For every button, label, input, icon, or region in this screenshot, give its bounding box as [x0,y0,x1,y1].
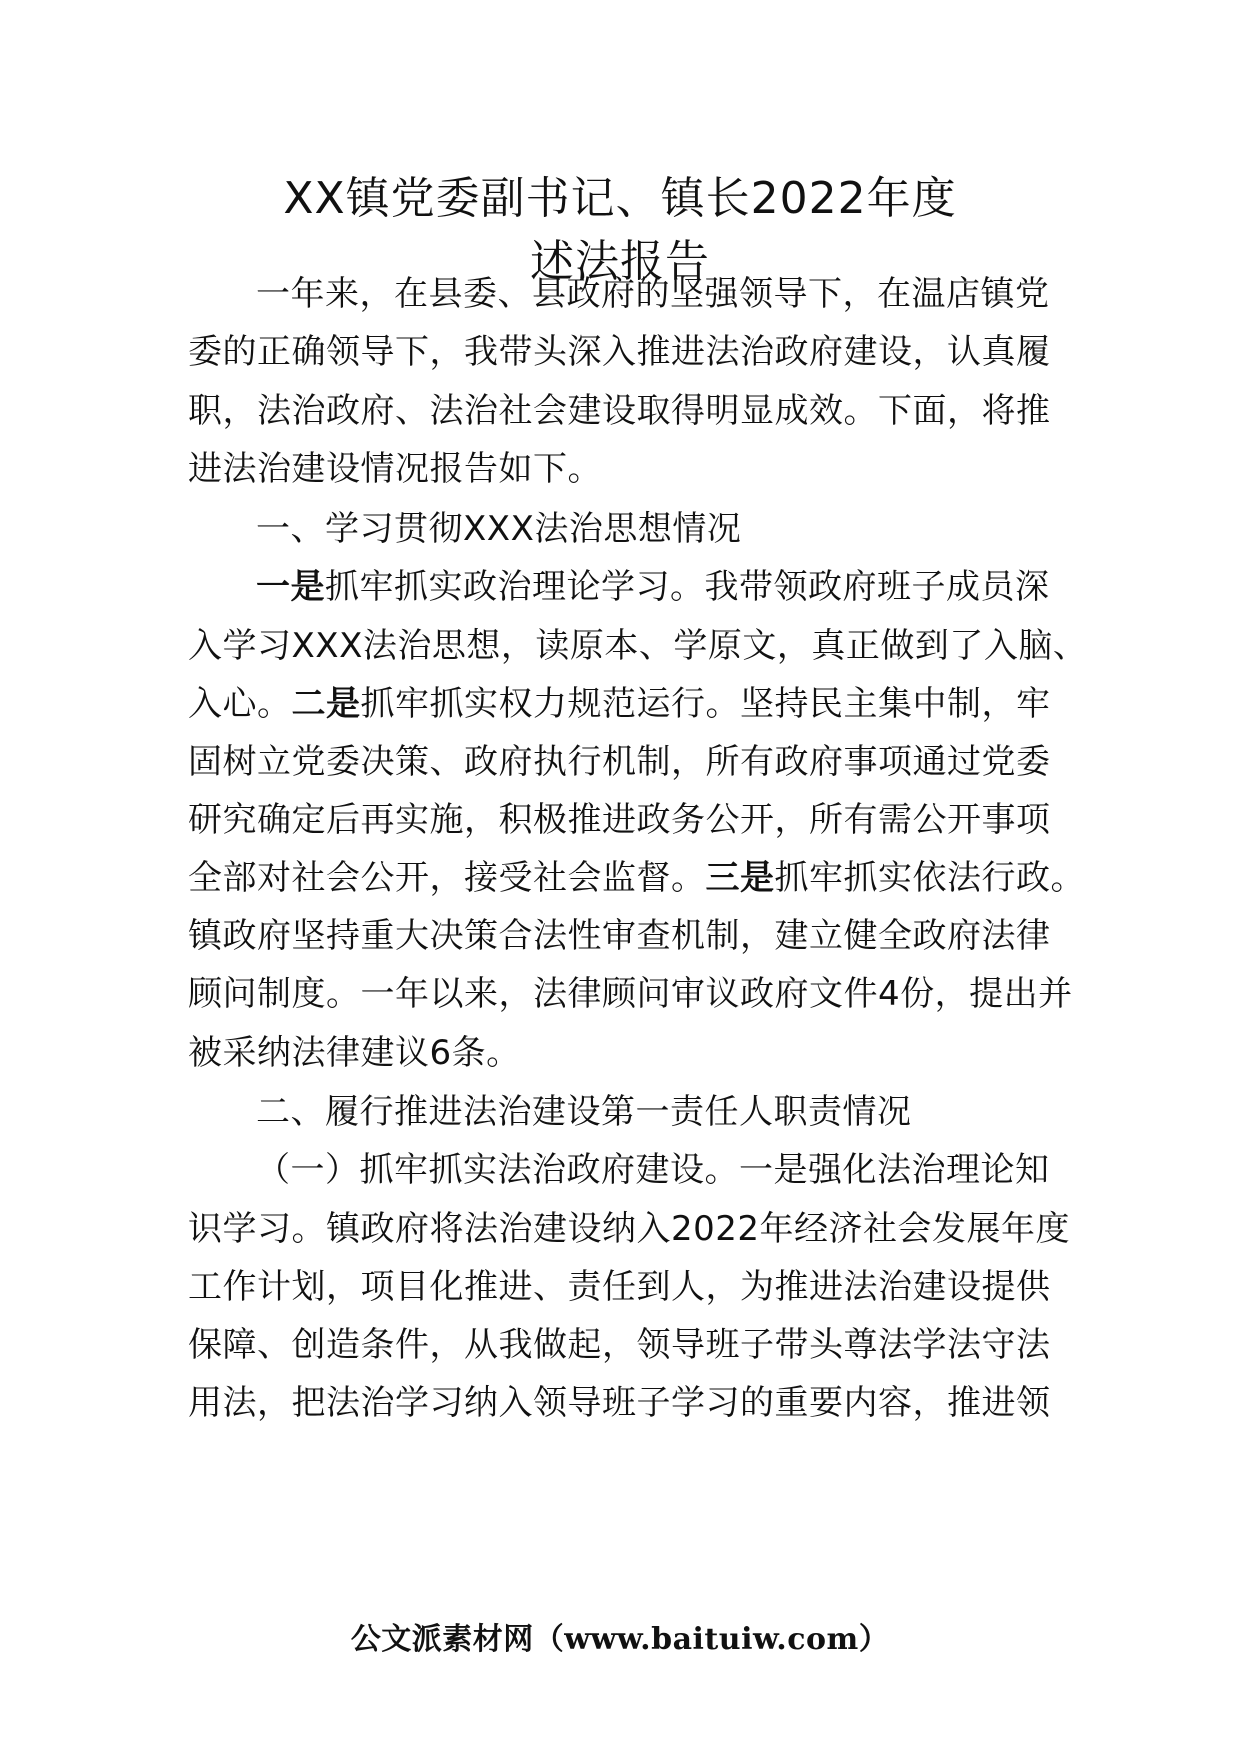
line-text: 一、学习贯彻XXX法治思想情况 [256,509,742,549]
paragraph-line [188,856,1085,900]
line-text: 抓牢抓实政治理论学习。我带领政府班子成员深 [325,567,1050,607]
paragraph-line [256,1148,1136,1192]
bold-lead-text: 二是 [291,684,361,724]
line-text: 抓牢抓实依法行政。 [774,858,1085,898]
paragraph-line [256,1090,1136,1134]
paragraph-line [256,507,1136,551]
paragraph-line [188,1323,1068,1367]
line-text: 识学习。镇政府将法治建设纳入2022年经济社会发展年度 [188,1209,1071,1249]
line-text: 工作计划，项目化推进、责任到人，为推进法治建设提供 [188,1267,1051,1307]
paragraph-line [188,1381,1068,1425]
line-text: 全部对社会公开，接受社会监督。 [188,858,706,898]
paragraph-line [188,1265,1068,1309]
paragraph-line [256,272,1136,316]
line-text: 入学习XXX法治思想，读原本、学原文，真正做到了入脑、 [188,626,1088,666]
bold-lead-text: 一是 [256,567,325,607]
paragraph-line [188,740,1068,784]
line-text: 顾问制度。一年以来，法律顾问审议政府文件4份，提出并 [188,974,1073,1014]
line-text: （一）抓牢抓实法治政府建设。一是强化法治理论知 [256,1150,1050,1190]
line-text: 委的正确领导下，我带头深入推进法治政府建设，认真履 [188,332,1051,372]
line-text: 镇政府坚持重大决策合法性审查机制，建立健全政府法律 [188,916,1051,956]
line-text: 固树立党委决策、政府执行机制，所有政府事项通过党委 [188,742,1051,782]
line-text: 职，法治政府、法治社会建设取得明显成效。下面，将推 [188,391,1051,431]
paragraph-line [188,1207,1071,1251]
paragraph-line [256,565,1136,609]
line-text: 保障、创造条件，从我做起，领导班子带头尊法学法守法 [188,1325,1051,1365]
paragraph-line [188,447,1068,491]
paragraph-line [188,682,1068,726]
document-title-line2: 述法报告 [530,236,710,287]
bold-lead-text: 三是 [705,858,775,898]
paragraph-line [188,330,1068,374]
line-text: 用法，把法治学习纳入领导班子学习的重要内容，推进领 [188,1383,1051,1423]
paragraph-line [188,972,1073,1016]
paragraph-line [188,624,1088,668]
line-text: 一年来，在县委、县政府的坚强领导下，在温店镇党 [256,274,1050,314]
paragraph-line [188,1031,1068,1075]
paragraph-line [188,798,1068,842]
line-text: 研究确定后再实施，积极推进政务公开，所有需公开事项 [188,800,1051,840]
watermark-footer: 公文派素材网（www.baituiw.com） [350,1622,890,1657]
line-text: 入心。 [188,684,292,724]
line-text: 二、履行推进法治建设第一责任人职责情况 [256,1092,912,1132]
line-text: 抓牢抓实权力规范运行。坚持民主集中制，牢 [360,684,1051,724]
line-text: 被采纳法律建议6条。 [188,1033,521,1073]
paragraph-line [188,914,1068,958]
document-title-line1: XX镇党委副书记、镇长2022年度 [283,173,957,224]
paragraph-line [188,389,1068,433]
line-text: 进法治建设情况报告如下。 [188,449,602,489]
